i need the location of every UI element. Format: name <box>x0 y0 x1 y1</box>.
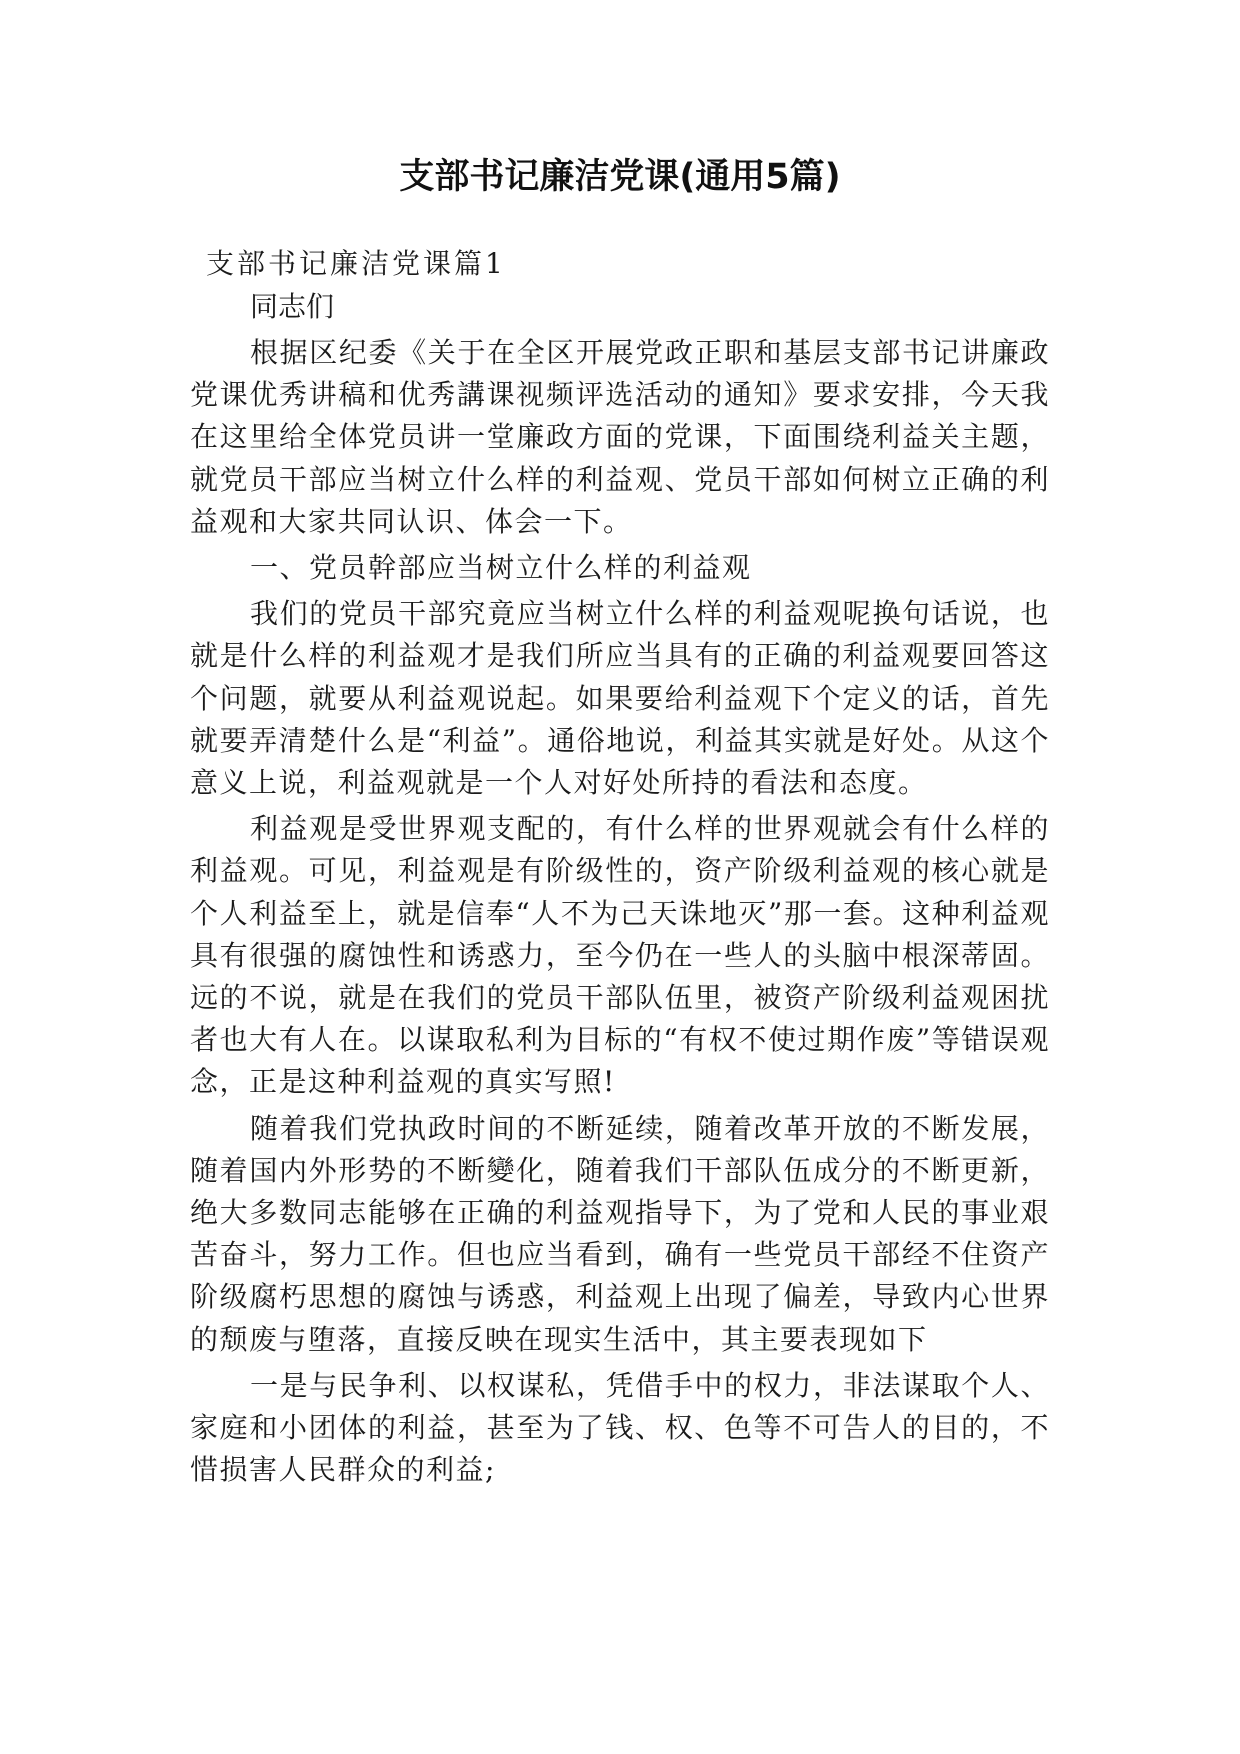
paragraph-intro: 根据区纪委《关于在全区开展党政正职和基层支部书记讲廉政党课优秀讲稿和优秀講课视频评选活动的通知》要求安排，今天我在这里给全体党员讲一堂廉政方面的党课，下面围绕利益关主题，就党员干部应当树立什么样的利益观、党员干部如何树立正确的利益观和大家共同认识、体会一下。 <box>190 336 1050 538</box>
section-label: 支部书记廉洁党课篇1 <box>206 247 506 280</box>
paragraph: 一是与民争利、以权谋私，凭借手中的权力，非法谋取个人、家庭和小团体的利益，甚至为了钱、权、色等不可告人的目的，不惜损害人民群众的利益; <box>190 1368 1050 1487</box>
greeting: 同志们 <box>250 290 335 323</box>
paragraph: 随着我们党执政时间的不断延续，随着改革开放的不断发展，随着国内外形势的不断變化，随着我们干部队伍成分的不断更新，绝大多数同志能够在正确的利益观指导下，为了党和人民的事业艰苦奋斗，努力工作。但也应当看到，确有一些党员干部经不住资产阶级腐朽思想的腐蚀与诱惑，利益观上出现了偏差，导致内心世界的颓废与堕落，直接反映在现实生活中，其主要表现如下 <box>190 1111 1050 1356</box>
paragraph: 我们的党员干部究竟应当树立什么样的利益观呢换句话说，也就是什么样的利益观才是我们所应当具有的正确的利益观要回答这个问题，就要从利益观说起。如果要给利益观下个定义的话，首先就要弄清楚什么是“利益”。通俗地说，利益其实就是好处。从这个意义上说，利益观就是一个人对好处所持的看法和态度。 <box>190 597 1050 800</box>
paragraph: 利益观是受世界观支配的，有什么样的世界观就会有什么样的利益观。可见，利益观是有阶级性的，资产阶级利益观的核心就是个人利益至上，就是信奉“人不为己天诛地灭”那一套。这种利益观具有很强的腐蚀性和诱惑力，至今仍在一些人的头脑中根深蒂固。远的不说，就是在我们的党员干部队伍里，被资产阶级利益观困扰者也大有人在。以谋取私利为目标的“有权不使过期作废”等错误观念，正是这种利益观的真实写照! <box>190 812 1050 1099</box>
document-title: 支部书记廉洁党课(通用5篇) <box>399 157 841 197</box>
section-heading: 一、党员幹部应当树立什么样的利益观 <box>250 551 752 585</box>
document-body <box>190 286 1050 1491</box>
